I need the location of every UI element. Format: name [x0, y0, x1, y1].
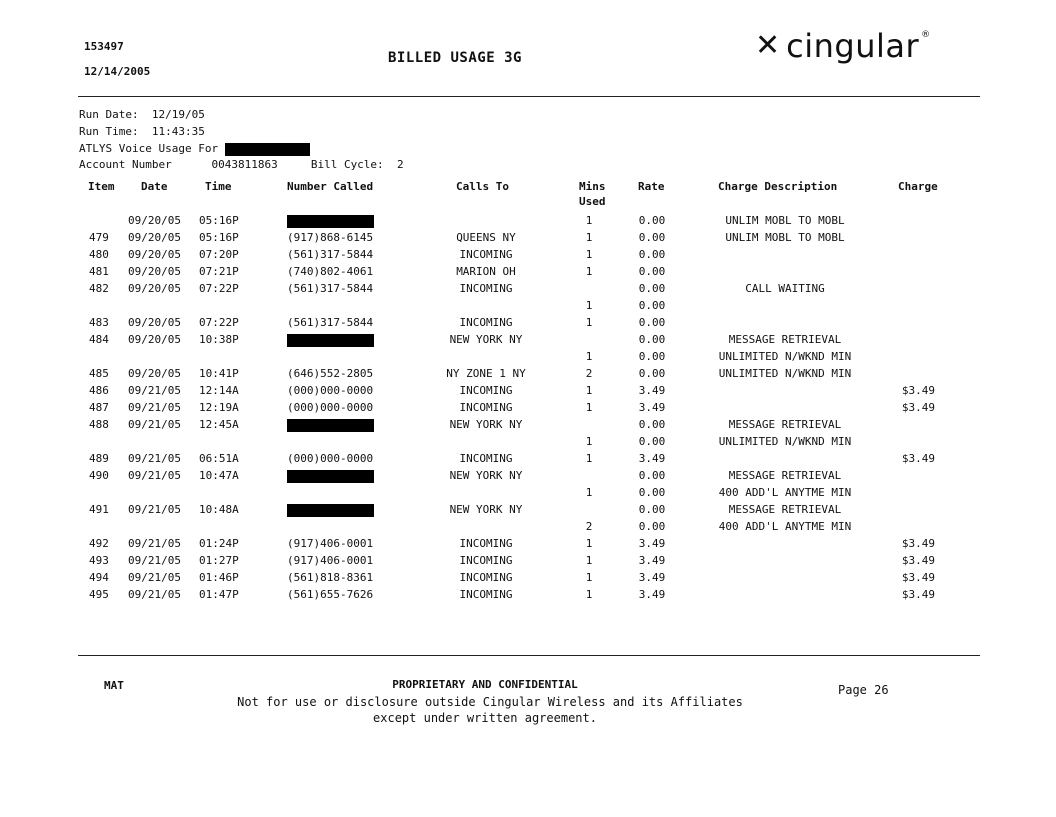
cell-charge-description: MESSAGE RETRIEVAL — [728, 469, 842, 482]
cell-date: 09/20/05 — [128, 316, 181, 329]
cell-mins-used: 1 — [585, 435, 593, 448]
col-header-number-called: Number Called — [287, 180, 374, 193]
cell-rate: 0.00 — [638, 214, 666, 227]
cell-calls-to: INCOMING — [459, 282, 513, 295]
cell-charge-description: UNLIM MOBL TO MOBL — [725, 231, 845, 244]
cell-time: 07:20P — [199, 248, 239, 261]
cell-calls-to: INCOMING — [459, 554, 513, 567]
footer-disclosure-line-1: Not for use or disclosure outside Cingular Wireless and its Affiliates — [237, 695, 743, 709]
cell-item: 483 — [89, 316, 109, 329]
cell-date: 09/21/05 — [128, 384, 181, 397]
cell-item: 489 — [89, 452, 109, 465]
cell-calls-to: NEW YORK NY — [449, 333, 523, 346]
cell-mins-used: 1 — [585, 401, 593, 414]
cell-charge-description: MESSAGE RETRIEVAL — [728, 333, 842, 346]
cell-charge: $3.49 — [901, 554, 935, 567]
run-date-line — [79, 108, 205, 121]
cell-calls-to: MARION OH — [456, 265, 516, 278]
cell-item: 486 — [89, 384, 109, 397]
cell-rate: 0.00 — [638, 418, 666, 431]
cell-rate: 3.49 — [638, 452, 666, 465]
redaction-box — [225, 143, 310, 156]
cell-calls-to: INCOMING — [459, 316, 513, 329]
cell-charge: $3.49 — [901, 452, 935, 465]
cell-number-called: (646)552-2805 — [287, 367, 374, 380]
cell-calls-to: INCOMING — [459, 588, 513, 601]
cell-item: 490 — [89, 469, 109, 482]
cell-charge-description: 400 ADD'L ANYTME MIN — [718, 486, 852, 499]
cell-rate: 0.00 — [638, 282, 666, 295]
cell-date: 09/21/05 — [128, 588, 181, 601]
cell-date: 09/21/05 — [128, 418, 181, 431]
cell-charge-description: MESSAGE RETRIEVAL — [728, 418, 842, 431]
cingular-x-mark-icon: ✕ — [755, 28, 781, 63]
cell-charge: $3.49 — [901, 401, 935, 414]
cell-time: 10:38P — [199, 333, 239, 346]
logo-text: cingular — [786, 27, 920, 65]
cell-mins-used: 2 — [585, 367, 593, 380]
cell-number-called: (917)868-6145 — [287, 231, 374, 244]
run-time-value: 11:43:35 — [151, 125, 205, 138]
cell-charge-description: CALL WAITING — [745, 282, 825, 295]
cell-calls-to: INCOMING — [459, 401, 513, 414]
cell-date: 09/21/05 — [128, 401, 181, 414]
cell-rate: 0.00 — [638, 503, 666, 516]
cell-mins-used: 1 — [585, 486, 593, 499]
cell-time: 12:14A — [199, 384, 239, 397]
cell-date: 09/21/05 — [128, 571, 181, 584]
footer-proprietary-heading: PROPRIETARY AND CONFIDENTIAL — [392, 678, 578, 691]
run-time-line — [79, 125, 205, 138]
run-date-value: 12/19/05 — [151, 108, 205, 121]
cell-mins-used: 1 — [585, 554, 593, 567]
cell-date: 09/20/05 — [128, 367, 181, 380]
page-number: 26 — [874, 683, 889, 697]
cell-charge: $3.49 — [901, 588, 935, 601]
cell-mins-used: 1 — [585, 571, 593, 584]
cell-time: 07:22P — [199, 316, 239, 329]
cell-charge-description: MESSAGE RETRIEVAL — [728, 503, 842, 516]
cell-number-called: (561)655-7626 — [287, 588, 374, 601]
cell-time: 07:21P — [199, 265, 239, 278]
cell-rate: 0.00 — [638, 520, 666, 533]
cell-mins-used: 1 — [585, 214, 593, 227]
col-header-charge-description: Charge Description — [718, 180, 838, 193]
cell-date: 09/21/05 — [128, 537, 181, 550]
redaction-box — [287, 215, 374, 228]
cell-date: 09/21/05 — [128, 452, 181, 465]
cell-time: 05:16P — [199, 214, 239, 227]
cell-time: 06:51A — [199, 452, 239, 465]
cell-number-called: (561)317-5844 — [287, 282, 374, 295]
cell-date: 09/21/05 — [128, 469, 181, 482]
cell-charge-description: UNLIMITED N/WKND MIN — [718, 350, 852, 363]
footer-mat-label: MAT — [104, 679, 124, 692]
account-line — [79, 158, 404, 171]
cell-date: 09/20/05 — [128, 282, 181, 295]
cell-rate: 3.49 — [638, 401, 666, 414]
col-header-mins: Mins — [579, 180, 606, 193]
cell-number-called: (000)000-0000 — [287, 384, 374, 397]
footer-divider — [78, 655, 980, 656]
cell-rate: 0.00 — [638, 316, 666, 329]
cell-mins-used: 1 — [585, 537, 593, 550]
page-title: BILLED USAGE 3G — [388, 50, 522, 66]
cell-mins-used: 1 — [585, 248, 593, 261]
cell-charge-description: UNLIM MOBL TO MOBL — [725, 214, 845, 227]
cell-rate: 3.49 — [638, 384, 666, 397]
cell-item: 480 — [89, 248, 109, 261]
col-header-calls-to: Calls To — [456, 180, 509, 193]
cell-rate: 3.49 — [638, 554, 666, 567]
footer-page — [838, 683, 889, 697]
cell-time: 07:22P — [199, 282, 239, 295]
cell-charge-description: 400 ADD'L ANYTME MIN — [718, 520, 852, 533]
cell-mins-used: 1 — [585, 588, 593, 601]
cell-mins-used: 1 — [585, 384, 593, 397]
cell-date: 09/20/05 — [128, 265, 181, 278]
col-header-used: Used — [579, 195, 606, 208]
cell-calls-to: INCOMING — [459, 384, 513, 397]
cell-charge: $3.49 — [901, 537, 935, 550]
registered-mark: ® — [921, 30, 931, 40]
cell-calls-to: NEW YORK NY — [449, 503, 523, 516]
cell-time: 05:16P — [199, 231, 239, 244]
cell-number-called: (561)818-8361 — [287, 571, 374, 584]
col-header-time: Time — [205, 180, 232, 193]
cell-calls-to: INCOMING — [459, 537, 513, 550]
cell-item: 485 — [89, 367, 109, 380]
cell-calls-to: NEW YORK NY — [449, 469, 523, 482]
cell-time: 12:45A — [199, 418, 239, 431]
account-number-label: Account Number — [79, 158, 172, 171]
redaction-box — [287, 470, 374, 483]
cell-mins-used: 1 — [585, 316, 593, 329]
usage-for-label: ATLYS Voice Usage For — [79, 142, 219, 155]
cell-number-called: (917)406-0001 — [287, 537, 374, 550]
cell-date: 09/20/05 — [128, 333, 181, 346]
footer-disclosure-line-2: except under written agreement. — [373, 711, 597, 725]
cell-mins-used: 1 — [585, 452, 593, 465]
cell-rate: 0.00 — [638, 299, 666, 312]
cell-mins-used: 1 — [585, 265, 593, 278]
cell-charge: $3.49 — [901, 384, 935, 397]
cell-rate: 0.00 — [638, 435, 666, 448]
cell-date: 09/20/05 — [128, 248, 181, 261]
cell-item: 492 — [89, 537, 109, 550]
cell-number-called: (561)317-5844 — [287, 248, 374, 261]
cell-time: 12:19A — [199, 401, 239, 414]
cell-item: 479 — [89, 231, 109, 244]
header-divider — [78, 96, 980, 97]
cell-number-called: (917)406-0001 — [287, 554, 374, 567]
cell-number-called: (000)000-0000 — [287, 401, 374, 414]
redaction-box — [287, 334, 374, 347]
cell-calls-to: QUEENS NY — [456, 231, 516, 244]
cell-time: 01:46P — [199, 571, 239, 584]
redaction-box — [287, 419, 374, 432]
cell-number-called: (561)317-5844 — [287, 316, 374, 329]
cell-rate: 3.49 — [638, 588, 666, 601]
cell-mins-used: 2 — [585, 520, 593, 533]
run-time-label: Run Time: — [79, 125, 139, 138]
cell-item: 487 — [89, 401, 109, 414]
document-date: 12/14/2005 — [84, 65, 151, 78]
cell-item: 491 — [89, 503, 109, 516]
cell-time: 10:41P — [199, 367, 239, 380]
cell-calls-to: INCOMING — [459, 452, 513, 465]
cell-mins-used: 1 — [585, 231, 593, 244]
cell-item: 484 — [89, 333, 109, 346]
cingular-logo — [755, 26, 930, 66]
cell-item: 494 — [89, 571, 109, 584]
cell-date: 09/20/05 — [128, 231, 181, 244]
cell-charge-description: UNLIMITED N/WKND MIN — [718, 367, 852, 380]
cell-calls-to: NY ZONE 1 NY — [446, 367, 526, 380]
cell-time: 01:47P — [199, 588, 239, 601]
cell-date: 09/21/05 — [128, 503, 181, 516]
cell-calls-to: NEW YORK NY — [449, 418, 523, 431]
cell-rate: 0.00 — [638, 367, 666, 380]
cell-item: 481 — [89, 265, 109, 278]
cell-item: 488 — [89, 418, 109, 431]
account-number-value: 0043811863 — [211, 158, 278, 171]
cell-item: 493 — [89, 554, 109, 567]
col-header-charge: Charge — [898, 180, 938, 193]
document-id: 153497 — [84, 40, 124, 53]
cell-time: 01:27P — [199, 554, 239, 567]
cell-calls-to: INCOMING — [459, 571, 513, 584]
cell-time: 01:24P — [199, 537, 239, 550]
cell-rate: 0.00 — [638, 469, 666, 482]
cell-calls-to: INCOMING — [459, 248, 513, 261]
cell-time: 10:48A — [199, 503, 239, 516]
cell-charge: $3.49 — [901, 571, 935, 584]
cell-item: 482 — [89, 282, 109, 295]
cell-date: 09/20/05 — [128, 214, 181, 227]
cell-rate: 0.00 — [638, 265, 666, 278]
bill-cycle-label: Bill Cycle: — [310, 158, 384, 171]
cell-rate: 3.49 — [638, 537, 666, 550]
col-header-item: Item — [88, 180, 115, 193]
cell-rate: 0.00 — [638, 248, 666, 261]
col-header-rate: Rate — [638, 180, 665, 193]
usage-for-line — [79, 142, 310, 156]
cell-mins-used: 1 — [585, 350, 593, 363]
cell-rate: 0.00 — [638, 333, 666, 346]
cell-charge-description: UNLIMITED N/WKND MIN — [718, 435, 852, 448]
col-header-date: Date — [141, 180, 168, 193]
run-date-label: Run Date: — [79, 108, 139, 121]
cell-rate: 3.49 — [638, 571, 666, 584]
cell-rate: 0.00 — [638, 231, 666, 244]
cell-number-called: (740)802-4061 — [287, 265, 374, 278]
cell-date: 09/21/05 — [128, 554, 181, 567]
cell-rate: 0.00 — [638, 350, 666, 363]
redaction-box — [287, 504, 374, 517]
cell-item: 495 — [89, 588, 109, 601]
cell-time: 10:47A — [199, 469, 239, 482]
page-label: Page — [838, 683, 867, 697]
cell-mins-used: 1 — [585, 299, 593, 312]
bill-cycle-value: 2 — [396, 158, 404, 171]
cell-number-called: (000)000-0000 — [287, 452, 374, 465]
cell-rate: 0.00 — [638, 486, 666, 499]
